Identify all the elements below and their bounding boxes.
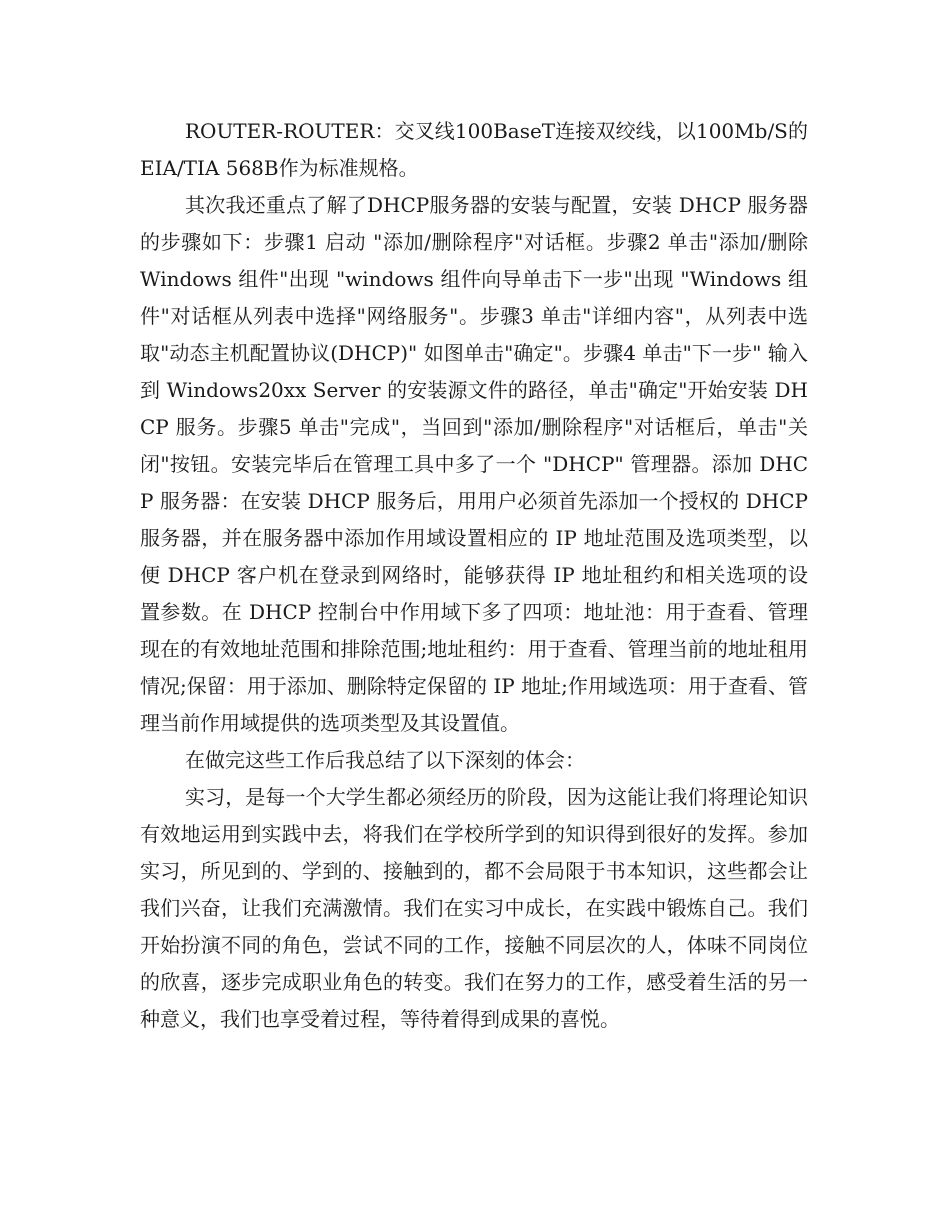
paragraph-summary-intro: 在做完这些工作后我总结了以下深刻的体会： xyxy=(185,748,585,772)
document-body xyxy=(140,113,808,1038)
paragraph-internship-reflection: 实习，是每一个大学生都必须经历的阶段，因为这能让我们将理论知识有效地运用到实践中去，将我们在学校所学到的知识得到很好的发挥。参加实习，所见到的、学到的、接触到的，都不会局限于书本知识，这些都会让我们兴奋，让我们充满激情。我们在实习中成长，在实践中锻炼自己。我们开始扮演不同的角色，尝试不同的工作，接触不同层次的人，体味不同岗位的欣喜，逐步完成职业角色的转变。我们在努力的工作，感受着生活的另一种意义，我们也享受着过程，等待着得到成果的喜悦。 xyxy=(140,785,808,1031)
paragraph-router-cabling: ROUTER-ROUTER：交叉线100BaseT连接双绞线，以100Mb/S的EIA/TIA 568B作为标准规格。 xyxy=(140,119,808,180)
paragraph-dhcp-setup: 其次我还重点了解了DHCP服务器的安装与配置，安装 DHCP 服务器的步骤如下：步骤1 启动 "添加/删除程序"对话框。步骤2 单击"添加/删除 Windows 组件"出现 "windows 组件向导单击下一步"出现 "Windows 组件"对话框从列表中选择"网络服务"。步骤3 单击"详细内容"，从列表中选取"动态主机配置协议(DHCP)" 如图单击"确定"。步骤4 单击"下一步" 输入到 Windows20xx Server 的安装源文件的路径，单击"确定"开始安装 DHCP 服务。步骤5 单击"完成"，当回到"添加/删除程序"对话框后，单击"关闭"按钮。安装完毕后在管理工具中多了一个 "DHCP" 管理器。添加 DHCP 服务器：在安装 DHCP 服务后，用用户必须首先添加一个授权的 DHCP 服务器，并在服务器中添加作用域设置相应的 IP 地址范围及选项类型，以便 DHCP 客户机在登录到网络时，能够获得 IP 地址租约和相关选项的设置参数。在 DHCP 控制台中作用域下多了四项：地址池：用于查看、管理现在的有效地址范围和排除范围;地址租约：用于查看、管理当前的地址租用情况;保留：用于添加、删除特定保留的 IP 地址;作用域选项：用于查看、管理当前作用域提供的选项类型及其设置值。 xyxy=(140,193,808,735)
